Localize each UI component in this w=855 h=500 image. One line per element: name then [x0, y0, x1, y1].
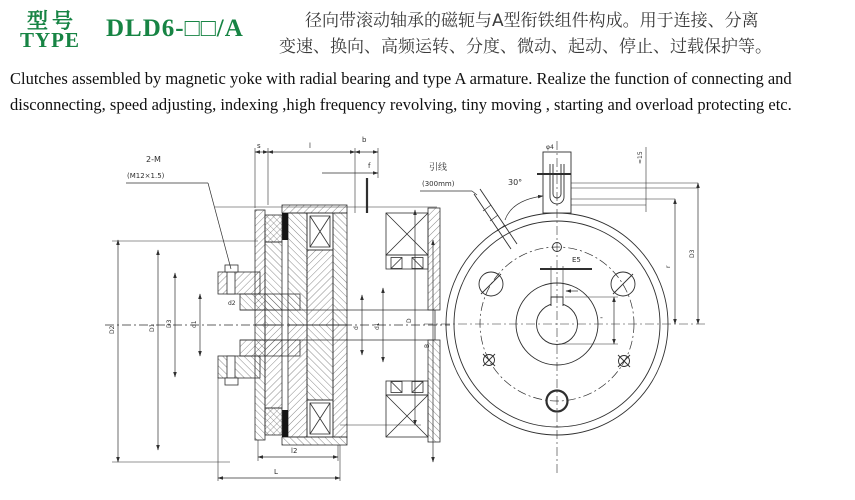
dim-label-L: L	[274, 468, 278, 476]
keyway-dim-label: -	[600, 313, 603, 322]
front-dim-inner: r	[665, 265, 672, 268]
angle-label: 30°	[508, 178, 523, 187]
dim-label-f: f	[368, 162, 371, 170]
model-label-en: TYPE	[20, 28, 81, 52]
dim-label-left-third: D3	[166, 319, 173, 328]
dim-label-s: s	[257, 142, 261, 150]
dim-label-l2: l2	[291, 447, 298, 455]
dim-label-l: l	[309, 142, 311, 150]
front-dim-outer: D3	[689, 249, 696, 258]
description-cn-line2: 变速、换向、高频运转、分度、微动、起动、停止、过载保护等。	[279, 37, 772, 57]
dim-label-bore: d	[353, 326, 360, 330]
model-code: DLD6-□□/A	[106, 15, 244, 42]
section-view	[105, 136, 450, 481]
dim-label-left-inner: d1	[191, 320, 198, 328]
bolt-circle-label: E5	[572, 256, 581, 264]
lead-callout-line1: 引线	[429, 163, 448, 173]
lead-callout-line2: (300mm)	[422, 180, 455, 188]
description-en-line1: Clutches assembled by magnetic yoke with radial bearing and type A armature. Realize the function of connecting and	[10, 69, 792, 88]
block-top-label: φ4	[546, 144, 554, 151]
description-en-line2: disconnecting, speed adjusting, indexing ,high frequency revolving, tiny moving , starting and overload protecting etc.	[10, 95, 792, 114]
section-callout-line2: (M12×1.5)	[127, 172, 165, 180]
description-cn-line1: 径向带滚动轴承的磁轭与A型衔铁组件构成。用于连接、分离	[305, 11, 759, 31]
section-callout-line1: 2-M	[146, 155, 161, 164]
dim-label-left-second: D1	[149, 323, 156, 332]
model-label-cn: 型号	[27, 9, 77, 33]
dim-label-right-inner: D	[406, 318, 413, 323]
front-view	[420, 141, 706, 473]
description-en	[10, 66, 852, 118]
description-cn	[279, 8, 841, 60]
dim-label-step: d1	[374, 322, 381, 330]
dim-label-right-outer: B	[424, 343, 431, 348]
block-side-label: ≈15	[637, 151, 644, 164]
dim-label-left-outer: D2	[109, 325, 116, 334]
technical-drawing	[0, 122, 855, 500]
dim-label-b: b	[362, 136, 367, 144]
dim-label-hub: d2	[228, 300, 236, 307]
